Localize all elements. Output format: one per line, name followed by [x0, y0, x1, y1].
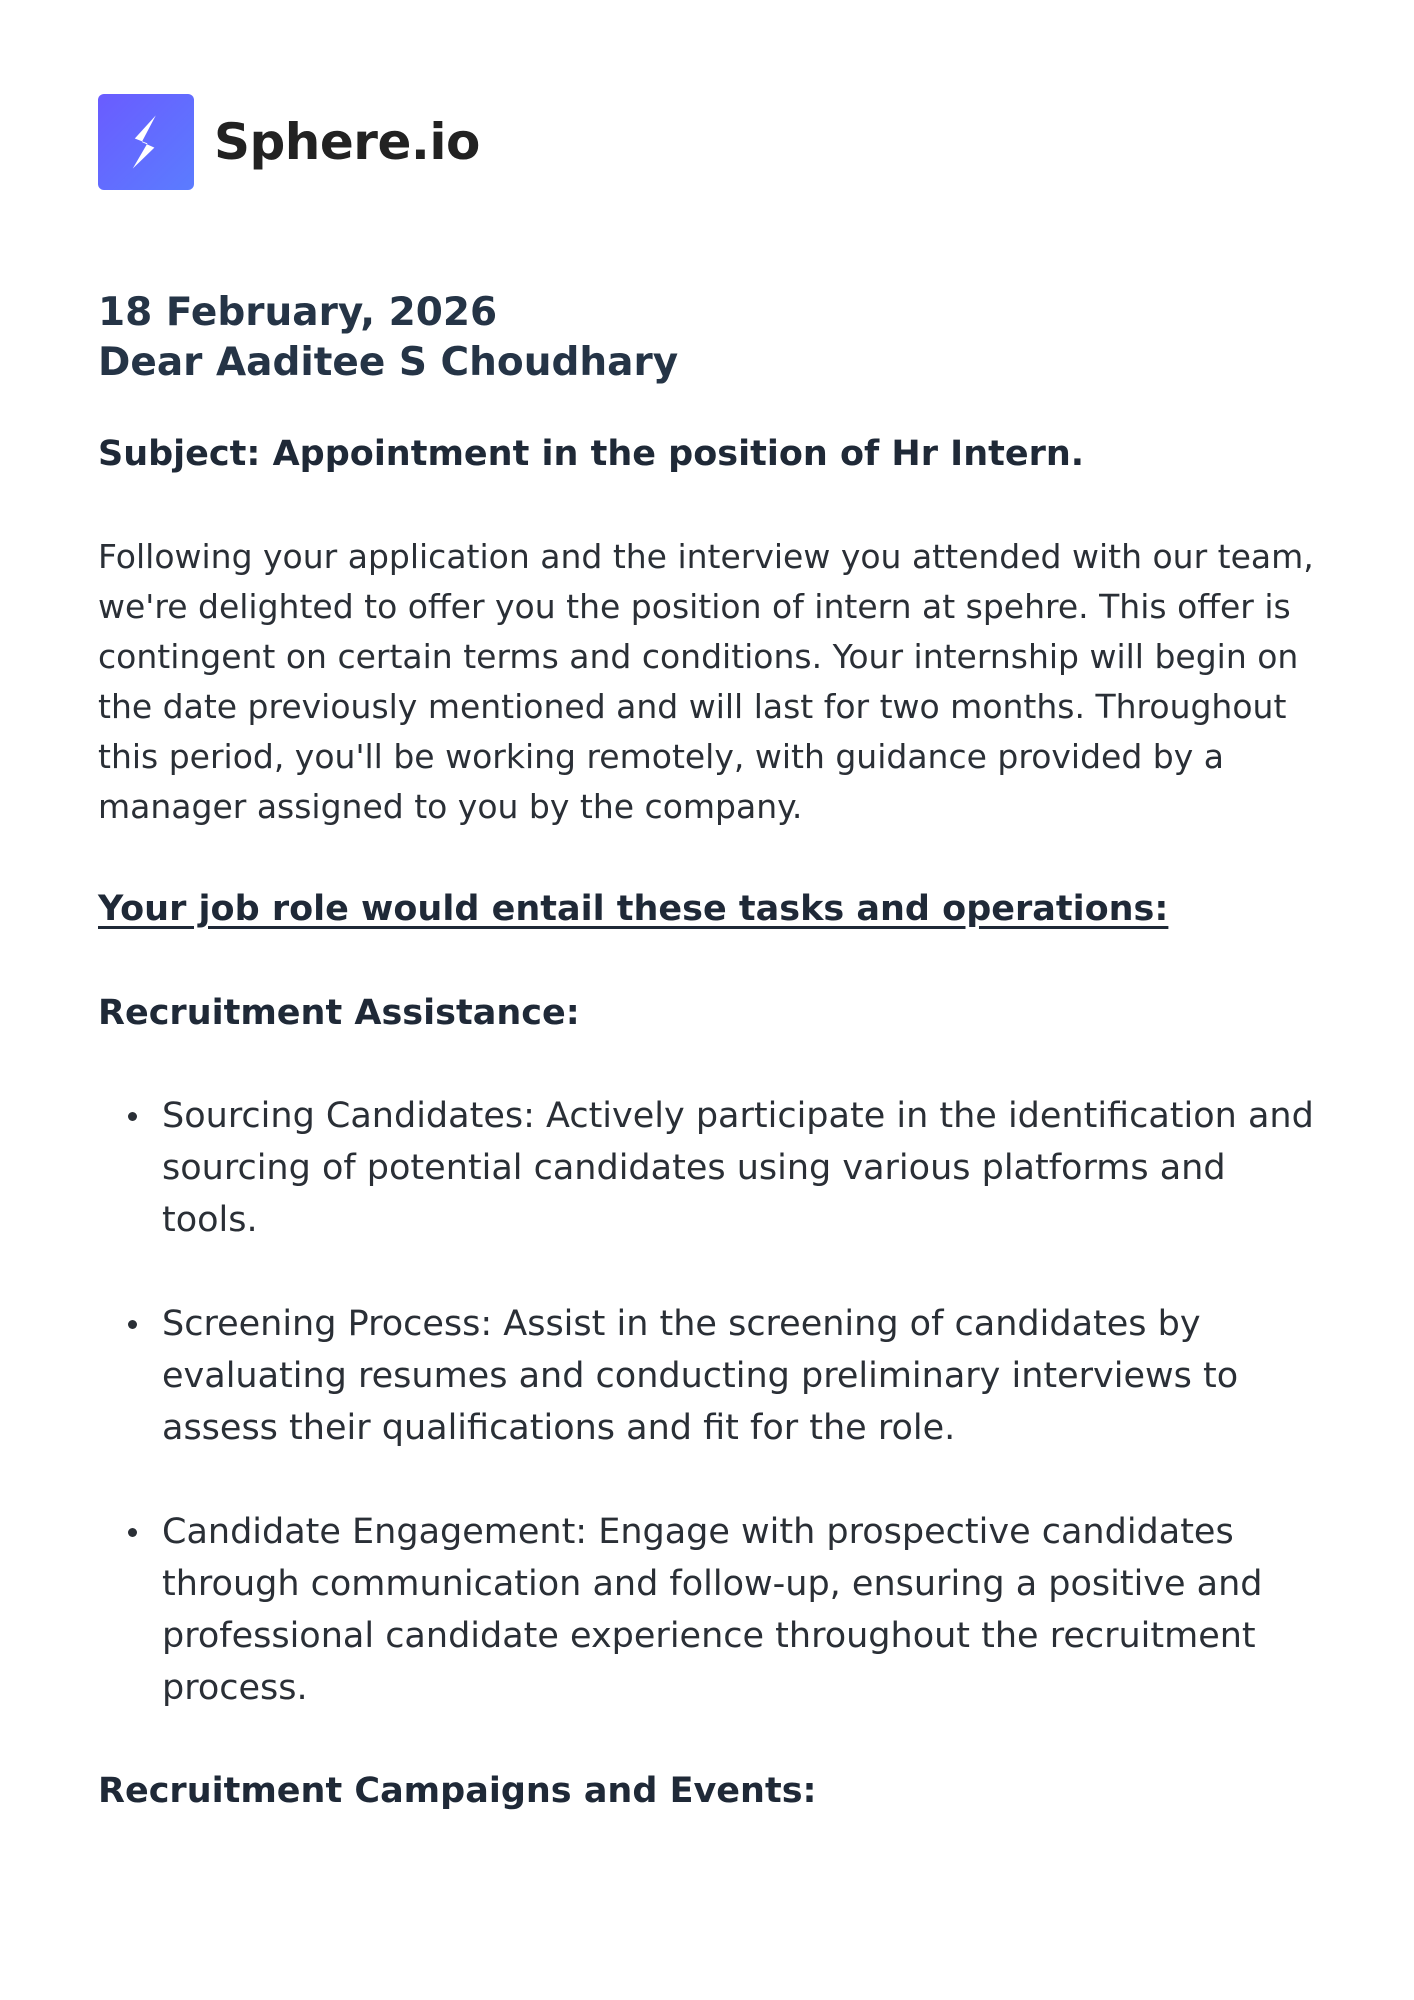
list-item: [98, 1506, 1318, 1714]
s-logo-icon: [111, 107, 181, 177]
intro-paragraph: Following your application and the interview you attended with our team, we're delighted to offer you the position of intern at spehre. This offer is contingent on certain terms and conditions. Your internship will begin on the date previously mentioned and will last for two months. Throughout this period, you'll be working remotely, with guidance provided by a manager assigned to you by the company.: [98, 537, 1314, 826]
company-logo: [98, 94, 194, 190]
letter-content: [98, 288, 1318, 1816]
letter-date: 18 February, 2026: [98, 290, 498, 335]
recruitment-assistance-list: [98, 1090, 1318, 1714]
list-item: [98, 1298, 1318, 1454]
company-name: Sphere.io: [214, 113, 480, 171]
bullet-icon: [128, 1320, 137, 1329]
subject-line: Subject: Appointment in the position of Hr Intern.: [98, 434, 1085, 474]
list-item: [98, 1090, 1318, 1246]
salutation: Dear Aaditee S Choudhary: [98, 340, 679, 385]
letter-header: [98, 94, 480, 190]
list-item-text: Screening Process: Assist in the screening of candidates by evaluating resumes and conducting preliminary interviews to assess their qualifications and fit for the role.: [162, 1304, 1239, 1448]
list-item-text: Candidate Engagement: Engage with prospective candidates through communication and follow-up, ensuring a positive and professional candidate experience throughout the recruitment process.: [162, 1512, 1263, 1708]
recruitment-assistance-heading: Recruitment Assistance:: [98, 993, 580, 1033]
recruitment-campaigns-heading: Recruitment Campaigns and Events:: [98, 1771, 817, 1811]
bullet-icon: [128, 1528, 137, 1537]
job-role-heading: Your job role would entail these tasks and operations:: [98, 889, 1169, 929]
list-item-text: Sourcing Candidates: Actively participate in the identification and sourcing of potential candidates using various platforms and tools.: [162, 1096, 1314, 1240]
bullet-icon: [128, 1112, 137, 1121]
